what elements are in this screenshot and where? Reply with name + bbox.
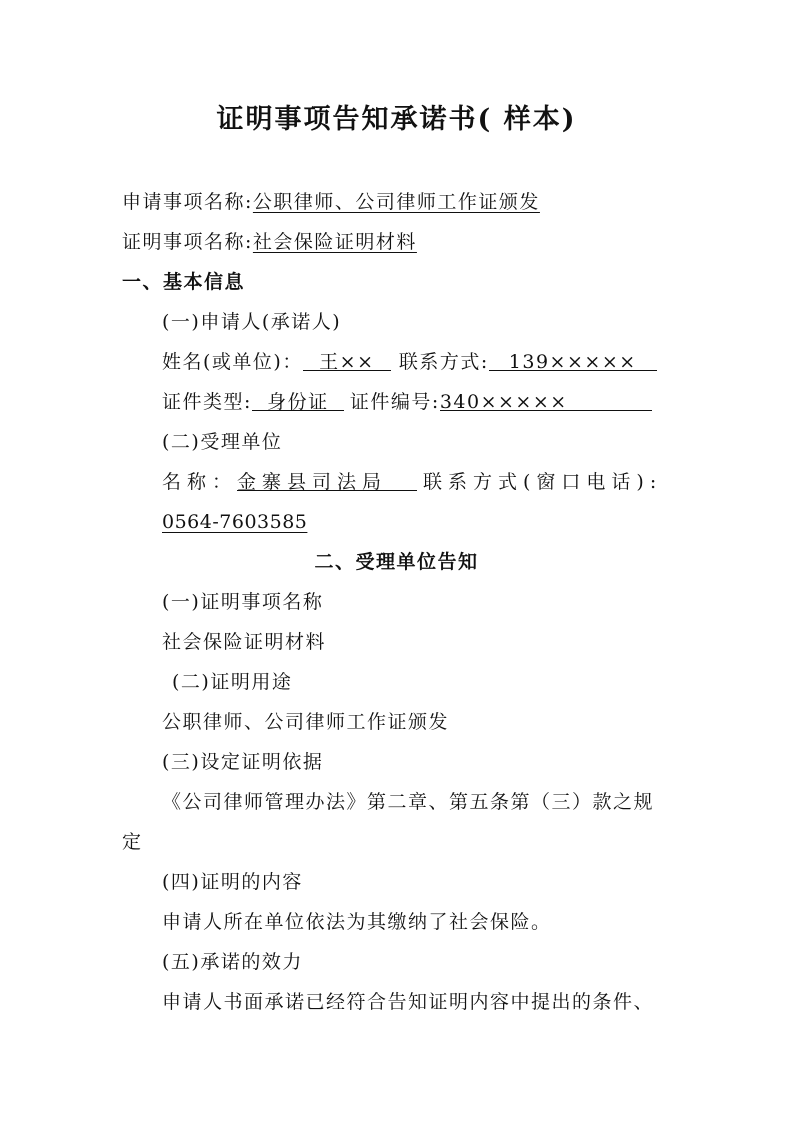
acceptor-heading: (二)受理单位 [162, 431, 283, 453]
proof-item-row [122, 230, 417, 254]
name-value: 王×× [303, 350, 391, 371]
apply-item-label: 申请事项名称: [122, 191, 253, 213]
item4-heading: (四)证明的内容 [162, 871, 303, 893]
name-label: 姓名(或单位)： [162, 351, 303, 373]
acceptor-name-row [162, 470, 662, 494]
proof-item-label: 证明事项名称: [122, 231, 253, 253]
acceptor-contact-label: 联系方式(窗口电话): [423, 471, 663, 493]
apply-item-value: 公职律师、公司律师工作证颁发 [252, 191, 540, 213]
acceptor-name-label: 名称： [162, 471, 238, 493]
document-title: 证明事项告知承诺书( 样本) [216, 104, 577, 135]
id-type-value: 身份证 [252, 390, 344, 411]
item2-text: 公职律师、公司律师工作证颁发 [162, 711, 450, 733]
id-no-label: 证件编号: [349, 391, 440, 413]
item5-text: 申请人书面承诺已经符合告知证明内容中提出的条件、 [162, 991, 655, 1013]
acceptor-name-value: 金寨县司法局 [237, 470, 417, 491]
item5-heading: (五)承诺的效力 [162, 951, 303, 973]
id-no-value: 340××××× [440, 390, 652, 411]
applicant-heading: (一)申请人(承诺人) [162, 311, 342, 333]
item1-text: 社会保险证明材料 [162, 631, 327, 653]
item2-heading: (二)证明用途 [172, 671, 293, 693]
applicant-name-row [162, 350, 657, 374]
id-type-label: 证件类型: [162, 391, 252, 413]
item3-text-line2: 定 [122, 831, 143, 853]
item3-text-line1: 《公司律师管理办法》第二章、第五条第（三）款之规 [162, 791, 655, 813]
section1-heading: 一、基本信息 [122, 271, 246, 293]
proof-item-value: 社会保险证明材料 [252, 231, 417, 253]
item1-heading: (一)证明事项名称 [162, 591, 324, 613]
contact-value: 139××××× [489, 350, 657, 371]
contact-label: 联系方式: [398, 351, 489, 373]
applicant-id-row [162, 390, 652, 414]
item3-heading: (三)设定证明依据 [162, 751, 324, 773]
section2-heading: 二、受理单位告知 [314, 551, 479, 573]
item4-text: 申请人所在单位依法为其缴纳了社会保险。 [162, 911, 552, 933]
apply-item-row [122, 190, 540, 214]
acceptor-phone: 0564-7603585 [162, 511, 308, 533]
